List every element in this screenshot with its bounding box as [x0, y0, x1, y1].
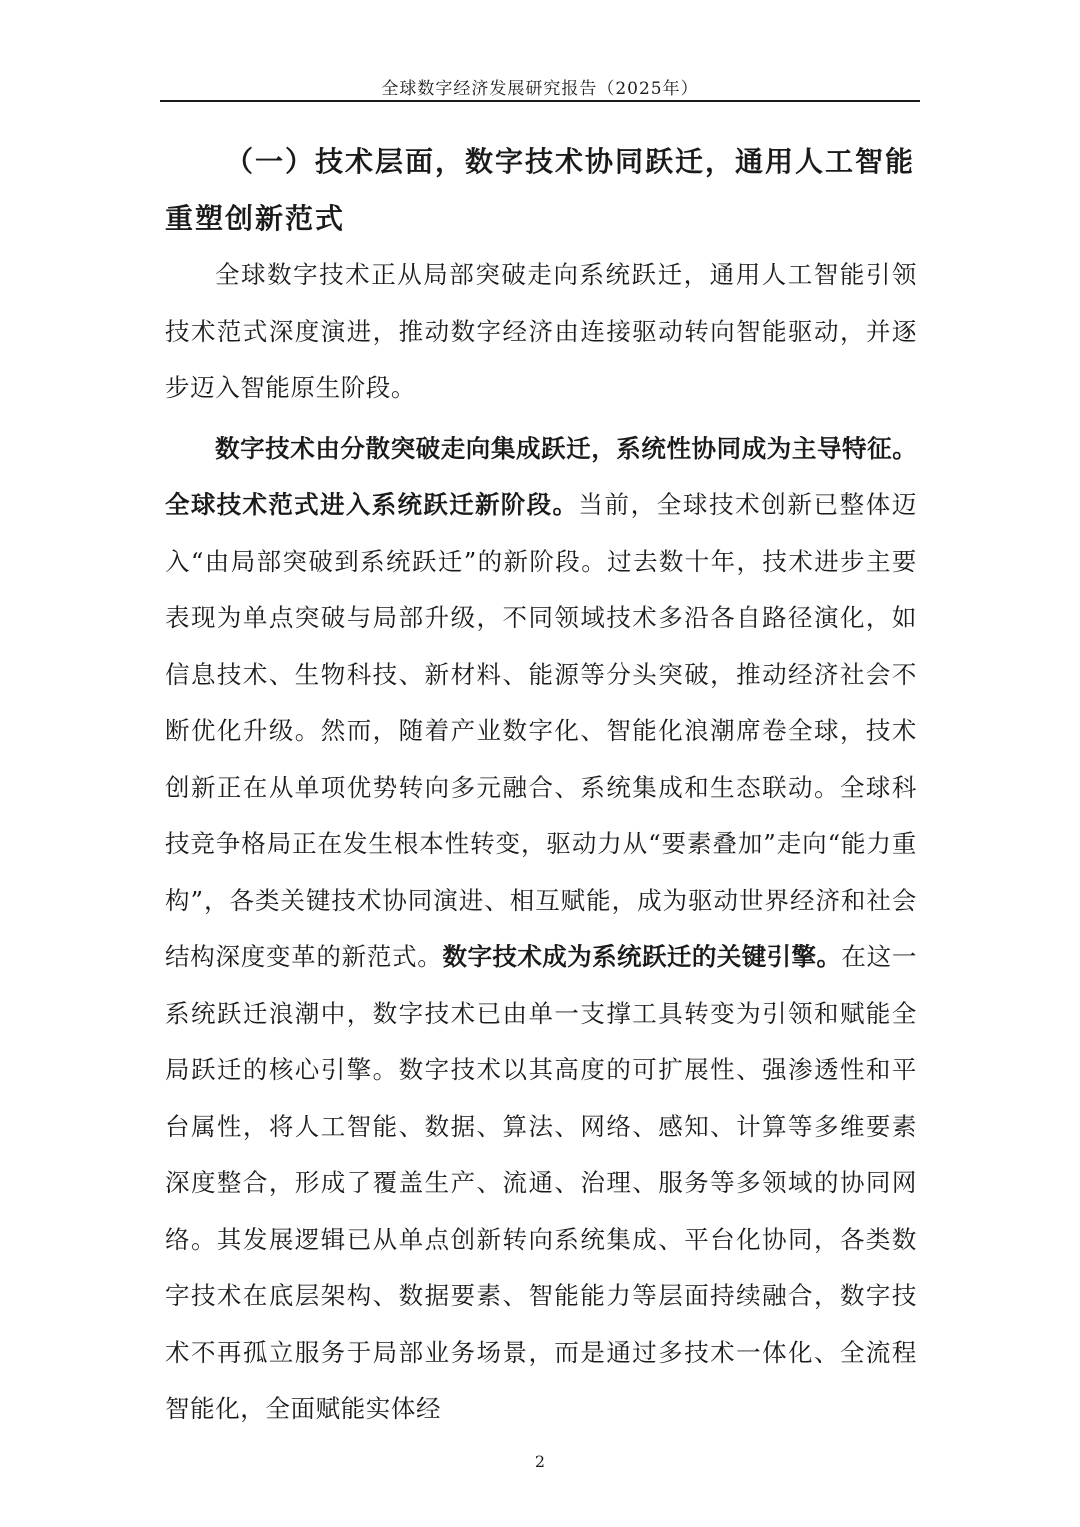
paragraph-text: 当前，全球技术创新已整体迈入“由局部突破到系统跃迁”的新阶段。过去数十年，技术进步主要表现为单点突破与局部升级，不同领域技术多沿各自路径演化，如信息技术、生物科技、新材料、能源等分头突破，推动经济社会不断优化升级。然而，随着产业数字化、智能化浪潮席卷全球，技术创新正在从单项优势转向多元融合、系统集成和生态联动。全球科技竞争格局正在发生根本性转变，驱动力从“要素叠加”走向“能力重构”，各类关键技术协同演进、相互赋能，成为驱动世界经济和社会结构深度变革的新范式。 [165, 490, 917, 971]
bold-lead-sentence: 数字技术由分散突破走向集成跃迁，系统性协同成为主导特征。全球技术范式进入系统跃迁新阶段。 [165, 433, 917, 519]
paragraph-intro: 全球数字技术正从局部突破走向系统跃迁，通用人工智能引领技术范式深度演进，推动数字经济由连接驱动转向智能驱动，并逐步迈入智能原生阶段。 [165, 260, 917, 402]
page-number: 2 [534, 1452, 546, 1471]
section-heading: （一）技术层面，数字技术协同跃迁，通用人工智能重塑创新范式 [165, 145, 916, 235]
paragraph-system-leap [165, 421, 917, 1438]
running-header: 全球数字经济发展研究报告（2025年） [381, 79, 699, 99]
bold-key-sentence: 数字技术成为系统跃迁的关键引擎。 [442, 942, 842, 971]
document-body [165, 133, 917, 1438]
paragraph-text-continued: 在这一系统跃迁浪潮中，数字技术已由单一支撑工具转变为引领和赋能全局跃迁的核心引擎。数字技术以其高度的可扩展性、强渗透性和平台属性，将人工智能、数据、算法、网络、感知、计算等多维要素深度整合，形成了覆盖生产、流通、治理、服务等多领域的协同网络。其发展逻辑已从单点创新转向系统集成、平台化协同，各类数字技术在底层架构、数据要素、智能能力等层面持续融合，数字技术不再孤立服务于局部业务场景，而是通过多技术一体化、全流程智能化，全面赋能实体经 [165, 942, 917, 1423]
header-rule [160, 100, 920, 102]
